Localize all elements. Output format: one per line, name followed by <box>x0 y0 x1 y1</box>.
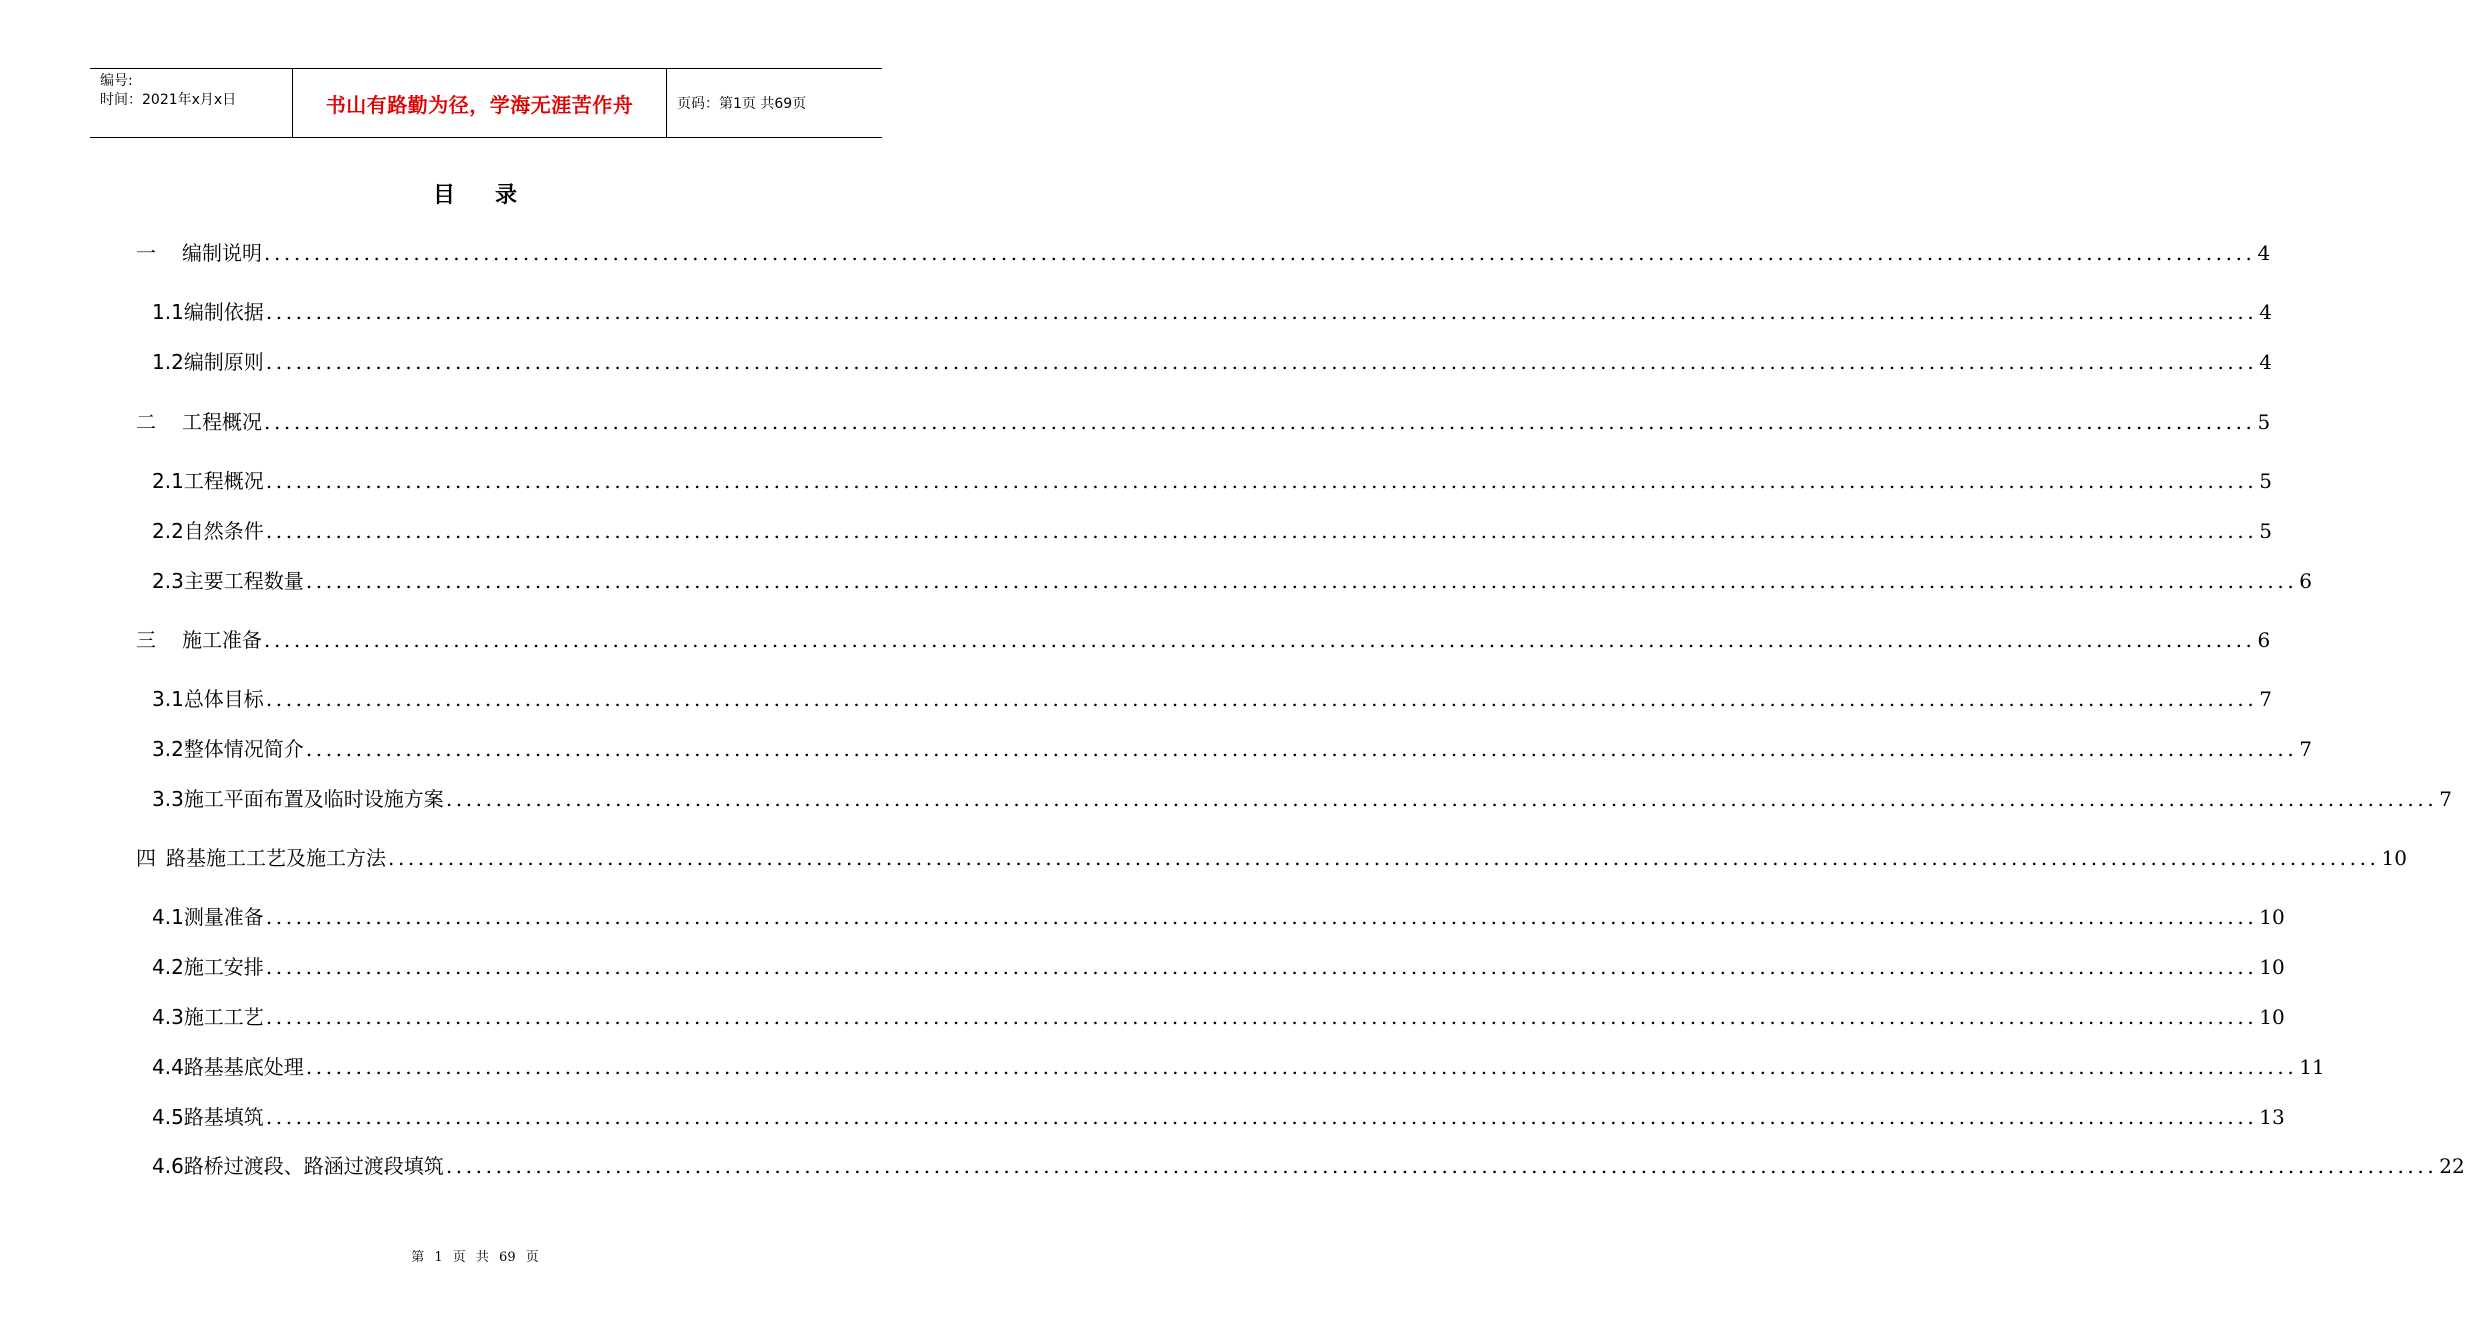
toc-entry-title: 总体目标 <box>183 687 264 711</box>
toc-entry-number: 4.2 <box>152 955 184 979</box>
toc-entry-page: 11 <box>2299 1055 2325 1079</box>
toc-entry-page: 6 <box>2257 628 2271 652</box>
toc-entry[interactable] <box>152 466 2273 496</box>
toc-entry-label <box>152 734 304 764</box>
toc-entry-number: 2.2 <box>152 519 184 543</box>
toc-entry-title: 路基施工工艺及施工方法 <box>166 846 386 870</box>
toc-entry[interactable] <box>152 734 2313 764</box>
toc-entry-number: 4.6 <box>152 1154 184 1178</box>
toc-entry[interactable] <box>152 902 2285 932</box>
toc-entry-title: 主要工程数量 <box>183 569 304 593</box>
toc-entry-label <box>152 952 264 982</box>
toc-entry-label <box>152 1102 264 1132</box>
toc-entry[interactable] <box>152 1102 2285 1132</box>
toc-entry-title: 编制说明 <box>182 241 262 265</box>
toc-entry[interactable] <box>152 297 2273 327</box>
toc-entry-number: 1.2 <box>152 350 184 374</box>
toc-entry-page: 5 <box>2259 469 2273 493</box>
toc-entry-page: 4 <box>2257 241 2271 265</box>
toc-entry-page: 7 <box>2259 687 2273 711</box>
toc-entry-page: 22 <box>2439 1154 2465 1178</box>
toc-entry-title: 编制依据 <box>183 300 264 324</box>
toc-entry-page: 4 <box>2259 350 2273 374</box>
toc-entry[interactable] <box>136 625 2271 655</box>
toc-entry-number: 2.1 <box>152 469 184 493</box>
toc-leader-dots: ........................................................................................................................................................................................................ <box>445 787 2438 811</box>
toc-entry-label <box>152 902 264 932</box>
toc-entry-number: 四 <box>136 846 156 870</box>
toc-entry-label <box>152 1151 444 1181</box>
toc-leader-dots: ........................................................................................................................................................................................................ <box>265 519 2258 543</box>
toc-leader-dots: ........................................................................................................................................................................................................ <box>305 1055 2298 1079</box>
toc-entry-title: 施工准备 <box>182 628 262 652</box>
toc-leader-dots: ........................................................................................................................................................................................................ <box>265 955 2258 979</box>
toc-entry[interactable] <box>136 238 2271 268</box>
toc-entry-label <box>136 843 386 873</box>
toc-leader-dots: ........................................................................................................................................................................................................ <box>264 628 2256 652</box>
toc-entry-title: 施工工艺 <box>183 1005 264 1029</box>
toc-entry-title: 路桥过渡段、路涵过渡段填筑 <box>183 1154 444 1178</box>
toc-title: 目录 <box>432 183 557 208</box>
toc-entry-label <box>152 566 304 596</box>
toc-entry-title: 测量准备 <box>183 905 264 929</box>
toc-entry-page: 10 <box>2259 905 2285 929</box>
toc-entry-page: 10 <box>2259 1005 2285 1029</box>
toc-entry-number: 3.2 <box>152 737 184 761</box>
toc-entry[interactable] <box>152 347 2273 377</box>
toc-entry[interactable] <box>152 1151 2465 1181</box>
toc-entry[interactable] <box>152 952 2285 982</box>
toc-leader-dots: ........................................................................................................................................................................................................ <box>265 300 2258 324</box>
toc-entry-label <box>136 407 262 437</box>
toc-leader-dots: ........................................................................................................................................................................................................ <box>264 410 2256 434</box>
toc-entry-label <box>152 1002 264 1032</box>
toc-entry-page: 5 <box>2257 410 2271 434</box>
toc-entry-label <box>152 347 264 377</box>
toc-entry-number: 4.4 <box>152 1055 184 1079</box>
toc-entry-title: 施工安排 <box>183 955 264 979</box>
toc-entry[interactable] <box>136 843 2407 873</box>
toc-entry-page: 7 <box>2439 787 2453 811</box>
toc-entry-label <box>136 238 262 268</box>
toc-entry-label <box>152 684 264 714</box>
toc-entry-number: 3.3 <box>152 787 184 811</box>
toc-leader-dots: ........................................................................................................................................................................................................ <box>388 846 2380 870</box>
toc-entry-number: 1.1 <box>152 300 184 324</box>
toc-entry-page: 13 <box>2259 1105 2285 1129</box>
toc-entry-page: 4 <box>2259 300 2273 324</box>
serial-label: 编号: <box>100 73 133 89</box>
toc-leader-dots: ........................................................................................................................................................................................................ <box>265 1105 2258 1129</box>
toc-entry[interactable] <box>152 784 2453 814</box>
toc-entry[interactable] <box>152 1052 2325 1082</box>
toc-entry-title: 工程概况 <box>182 410 262 434</box>
header-motto: 书山有路勤为径，学海无涯苦作舟 <box>293 69 667 137</box>
toc-entry-page: 5 <box>2259 519 2273 543</box>
toc-entry-number: 4.5 <box>152 1105 184 1129</box>
toc-entry-title: 编制原则 <box>183 350 264 374</box>
toc-entry-number: 3.1 <box>152 687 184 711</box>
toc-entry[interactable] <box>152 516 2273 546</box>
toc-leader-dots: ........................................................................................................................................................................................................ <box>265 350 2258 374</box>
toc-entry-title: 路基基底处理 <box>183 1055 304 1079</box>
toc-entry-label <box>152 1052 304 1082</box>
toc-entry-title: 整体情况简介 <box>183 737 304 761</box>
toc-leader-dots: ........................................................................................................................................................................................................ <box>265 905 2258 929</box>
toc-entry-label <box>136 625 262 655</box>
toc-entry-label <box>152 466 264 496</box>
toc-entry-title: 工程概况 <box>183 469 264 493</box>
toc-entry-title: 自然条件 <box>183 519 264 543</box>
toc-entry[interactable] <box>136 407 2271 437</box>
toc-leader-dots: ........................................................................................................................................................................................................ <box>445 1154 2438 1178</box>
toc-entry-label <box>152 784 444 814</box>
toc-entry-number: 一 <box>136 241 156 265</box>
toc-entry-number: 三 <box>136 628 156 652</box>
time-label: 时间：2021年x月x日 <box>100 92 237 108</box>
toc-leader-dots: ........................................................................................................................................................................................................ <box>265 1005 2258 1029</box>
toc-leader-dots: ........................................................................................................................................................................................................ <box>264 241 2256 265</box>
toc-entry-title: 施工平面布置及临时设施方案 <box>183 787 444 811</box>
toc-entry-number: 2.3 <box>152 569 184 593</box>
toc-leader-dots: ........................................................................................................................................................................................................ <box>265 687 2258 711</box>
toc-entry-title: 路基填筑 <box>183 1105 264 1129</box>
toc-entry-number: 4.3 <box>152 1005 184 1029</box>
toc-leader-dots: ........................................................................................................................................................................................................ <box>305 737 2298 761</box>
toc-entry-label <box>152 516 264 546</box>
toc-leader-dots: ........................................................................................................................................................................................................ <box>305 569 2298 593</box>
toc-entry[interactable] <box>152 684 2273 714</box>
toc-entry-page: 10 <box>2381 846 2407 870</box>
toc-entry-label <box>152 297 264 327</box>
toc-entry[interactable] <box>152 566 2313 596</box>
toc-entry-page: 6 <box>2299 569 2313 593</box>
toc-entry[interactable] <box>152 1002 2285 1032</box>
toc-entry-page: 7 <box>2299 737 2313 761</box>
toc-entry-page: 10 <box>2259 955 2285 979</box>
toc-entry-number: 二 <box>136 410 156 434</box>
header-page-info: 页码：第1页 共69页 <box>677 96 807 112</box>
toc-leader-dots: ........................................................................................................................................................................................................ <box>265 469 2258 493</box>
page-footer: 第 1 页 共 69 页 <box>411 1250 539 1265</box>
toc-entry-number: 4.1 <box>152 905 184 929</box>
